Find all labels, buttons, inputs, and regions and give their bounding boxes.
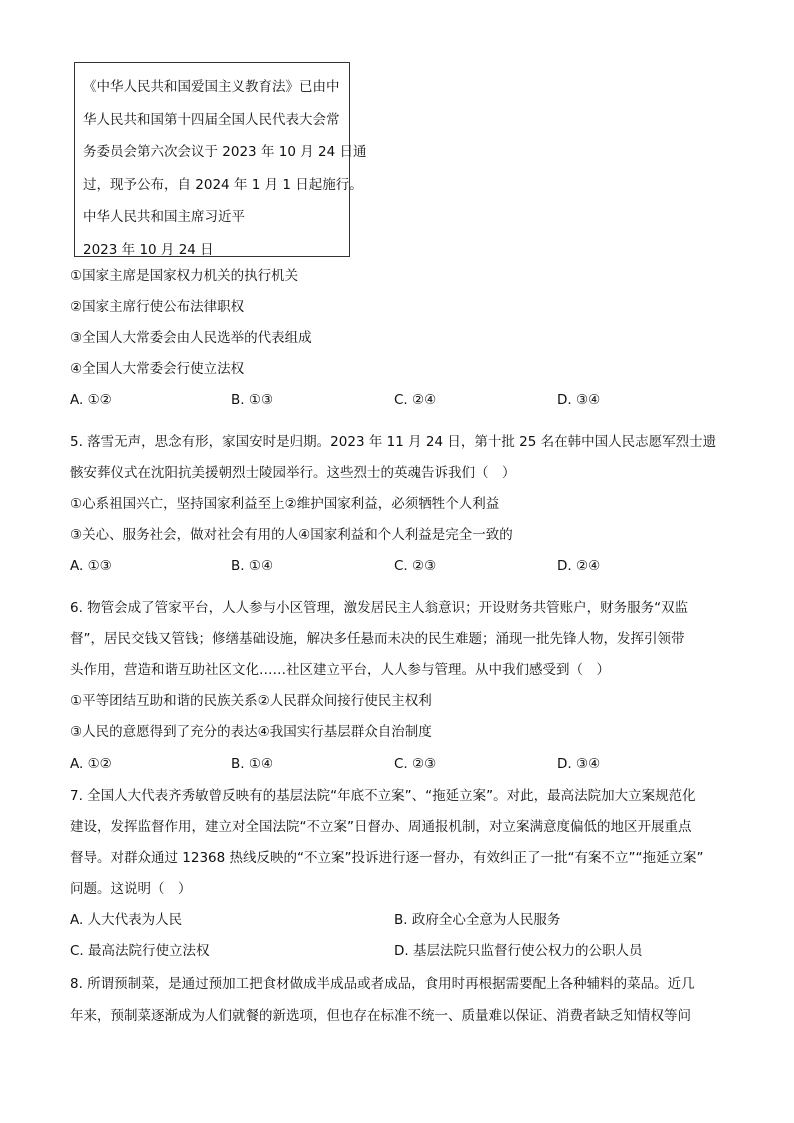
option-b[interactable]: B. ①④ bbox=[231, 558, 274, 574]
q6-statement: ①平等团结互助和谐的民族关系②人民群众间接行使民主权利 bbox=[70, 693, 432, 709]
notice-line: 中华人民共和国主席习近平 bbox=[83, 209, 245, 225]
q5-statement: ①心系祖国兴亡，坚持国家利益至上②维护国家利益，必须牺牲个人利益 bbox=[70, 496, 500, 512]
q4-statement: ①国家主席是国家权力机关的执行机关 bbox=[70, 268, 299, 284]
q7-stem: 督导。对群众通过 12368 热线反映的“不立案”投诉进行逐一督办，有效纠正了一批“有案不立”“拖延立案” bbox=[70, 850, 704, 866]
notice-line: 《中华人民共和国爱国主义教育法》已由中 bbox=[83, 79, 340, 95]
q4-statement: ④全国人大常委会行使立法权 bbox=[70, 361, 245, 377]
q4-statement: ②国家主席行使公布法律职权 bbox=[70, 299, 245, 315]
option-a[interactable]: A. ①③ bbox=[70, 558, 112, 574]
q7-stem: 问题。这说明（ ） bbox=[70, 881, 192, 897]
option-d[interactable]: D. ③④ bbox=[557, 756, 601, 772]
q7-options-row1 bbox=[70, 910, 730, 930]
notice-line: 华人民共和国第十四届全国人民代表大会常 bbox=[83, 111, 340, 128]
option-a[interactable]: A. 人大代表为人民 bbox=[70, 912, 183, 928]
q5-statement: ③关心、服务社会，做对社会有用的人④国家利益和个人利益是完全一致的 bbox=[70, 527, 513, 543]
q6-statement: ③人民的意愿得到了充分的表达④我国实行基层群众自治制度 bbox=[70, 724, 432, 740]
option-c[interactable]: C. 最高法院行使立法权 bbox=[70, 943, 210, 959]
notice-line: 务委员会第六次会议于 2023 年 10 月 24 日通 bbox=[83, 144, 367, 160]
option-d[interactable]: D. 基层法院只监督行使公权力的公职人员 bbox=[394, 943, 643, 959]
q6-stem: 头作用，营造和谐互助社区文化……社区建立平台，人人参与管理。从中我们感受到（ ） bbox=[70, 662, 610, 678]
q5-stem: 5. 落雪无声，思念有形，家国安时是归期。2023 年 11 月 24 日，第十批 25 名在韩中国人民志愿军烈士遗 bbox=[70, 434, 717, 450]
notice-box bbox=[74, 62, 367, 258]
option-c[interactable]: C. ②③ bbox=[394, 558, 437, 574]
notice-line: 过，现予公布，自 2024 年 1 月 1 日起施行。 bbox=[83, 176, 363, 193]
q7-stem: 7. 全国人大代表齐秀敏曾反映有的基层法院“年底不立案”、“拖延立案”。对此，最高法院加大立案规范化 bbox=[70, 788, 696, 804]
q4-statement: ③全国人大常委会由人民选举的代表组成 bbox=[70, 330, 312, 346]
q5-options bbox=[70, 556, 730, 576]
q5-stem: 骸安葬仪式在沈阳抗美援朝烈士陵园举行。这些烈士的英魂告诉我们（ ） bbox=[70, 465, 516, 481]
q7-stem: 建设，发挥监督作用，建立对全国法院“不立案”日督办、周通报机制，对立案满意度偏低的地区开展重点 bbox=[70, 819, 692, 835]
option-d[interactable]: D. ③④ bbox=[557, 392, 601, 408]
option-c[interactable]: C. ②③ bbox=[394, 756, 437, 772]
option-c[interactable]: C. ②④ bbox=[394, 392, 437, 408]
q4-options bbox=[70, 390, 730, 410]
q8-stem: 年来，预制菜逐渐成为人们就餐的新选项，但也存在标准不统一、质量难以保证、消费者缺乏知情权等问 bbox=[70, 1008, 691, 1024]
option-d[interactable]: D. ②④ bbox=[557, 558, 601, 574]
q7-options-row2 bbox=[70, 941, 730, 961]
q8-stem: 8. 所谓预制菜，是通过预加工把食材做成半成品或者成品，食用时再根据需要配上各种辅料的菜品。近几 bbox=[70, 976, 695, 992]
option-b[interactable]: B. ①③ bbox=[231, 392, 274, 408]
option-a[interactable]: A. ①② bbox=[70, 392, 112, 408]
option-b[interactable]: B. 政府全心全意为人民服务 bbox=[394, 912, 561, 928]
option-b[interactable]: B. ①④ bbox=[231, 756, 274, 772]
option-a[interactable]: A. ①② bbox=[70, 756, 112, 772]
q6-stem: 督”，居民交钱又管钱；修缮基础设施，解决多任悬而未决的民生难题；涌现一批先锋人物，发挥引领带 bbox=[70, 631, 685, 647]
q6-options bbox=[70, 754, 730, 774]
q6-stem: 6. 物管会成了管家平台，人人参与小区管理，激发居民主人翁意识；开设财务共管账户，财务服务“双监 bbox=[70, 600, 689, 616]
notice-line: 2023 年 10 月 24 日 bbox=[83, 241, 214, 258]
